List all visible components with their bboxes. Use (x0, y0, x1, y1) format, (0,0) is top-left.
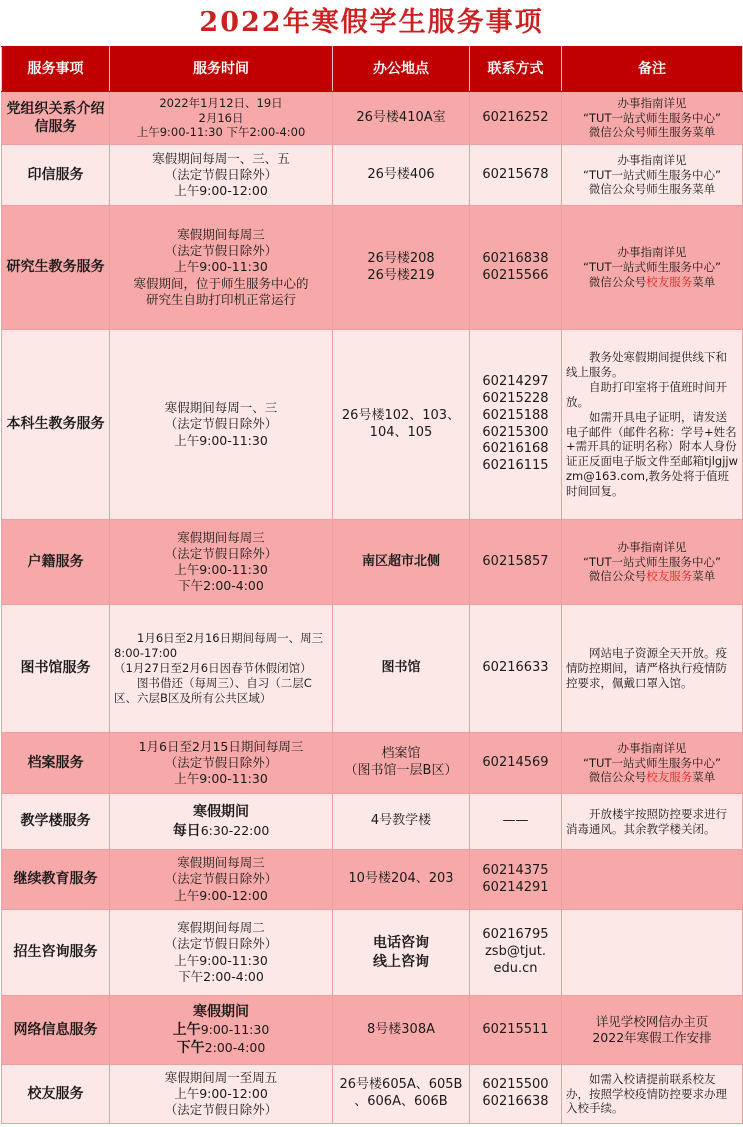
service-time: 寒假期间每周一、三 （法定节假日除外） 上午9:00-11:30 (110, 330, 333, 520)
service-contact: 60215678 (470, 145, 562, 206)
table-row (2, 520, 743, 605)
highlight-text: 校友服务 (646, 274, 693, 289)
service-time: 1月6日至2月15日期间每周三 （法定节假日除外） 上午9:00-11:30 (110, 733, 333, 794)
service-name: 网络信息服务 (2, 996, 110, 1065)
service-contact: 60216795 zsb@tjut. edu.cn (470, 910, 562, 996)
service-note: 办事指南详见 “TUT一站式师生服务中心” 微信公众号师生服务菜单 (562, 92, 743, 145)
service-time: 寒假期间每周一、三、五 （法定节假日除外） 上午9:00-12:00 (110, 145, 333, 206)
service-note (562, 910, 743, 996)
table-row (2, 1065, 743, 1124)
service-note: 办事指南详见 “TUT一站式师生服务中心” 微信公众号校友服务菜单 (562, 206, 743, 330)
service-name: 本科生教务服务 (2, 330, 110, 520)
service-note: 教务处寒假期间提供线下和线上服务。 自助打印室将于值班时间开放。 如需开具电子证明，请发送电子邮件（邮件名称：学号+姓名+需开具的证明名称）附本人身份证正反面电子版文件至邮箱tjlgjjwzm@163.com,教务处将于值班时间回复。 (562, 330, 743, 520)
service-name: 校友服务 (2, 1065, 110, 1124)
service-note: 网站电子资源全天开放。疫情防控期间，请严格执行疫情防控要求，佩戴口罩入馆。 (562, 605, 743, 733)
service-place: 26号楼102、103、 104、105 (333, 330, 470, 520)
service-time: 2022年1月12日、19日 2月16日 上午9:00-11:30 下午2:00-4:00 (110, 92, 333, 145)
service-place: 4号教学楼 (333, 794, 470, 850)
service-contact: 60215857 (470, 520, 562, 605)
service-time: 寒假期间每周三 （法定节假日除外） 上午9:00-11:30 寒假期间，位于师生服务中心的 研究生自助打印机正常运行 (110, 206, 333, 330)
table-row (2, 733, 743, 794)
service-contact: —— (470, 794, 562, 850)
service-time: 寒假期间每周二 （法定节假日除外） 上午9:00-11:30 下午2:00-4:00 (110, 910, 333, 996)
service-name: 印信服务 (2, 145, 110, 206)
service-place: 26号楼406 (333, 145, 470, 206)
column-header-time: 服务时间 (110, 47, 333, 92)
column-header-note: 备注 (562, 47, 743, 92)
service-contact: 60214375 60214291 (470, 850, 562, 910)
service-place: 26号楼208 26号楼219 (333, 206, 470, 330)
page-title: 2022年寒假学生服务事项 (199, 7, 544, 38)
service-note: 办事指南详见 “TUT一站式师生服务中心” 微信公众号校友服务菜单 (562, 733, 743, 794)
service-time: 1月6日至2月16日期间每周一、周三 8:00-17:00 （1月27日至2月6日因春节休假闭馆） 图书借还（每周三）、自习（二层C区、六层B区及所有公共区域） (110, 605, 333, 733)
service-name: 户籍服务 (2, 520, 110, 605)
service-time: 寒假期间每周三 （法定节假日除外） 上午9:00-12:00 (110, 850, 333, 910)
service-place: 8号楼308A (333, 996, 470, 1065)
table-row (2, 794, 743, 850)
service-contact: 60216633 (470, 605, 562, 733)
service-note: 如需入校请提前联系校友办，按照学校疫情防控要求办理入校手续。 (562, 1065, 743, 1124)
service-note (562, 850, 743, 910)
service-note: 办事指南详见 “TUT一站式师生服务中心” 微信公众号校友服务菜单 (562, 520, 743, 605)
service-contact: 60215511 (470, 996, 562, 1065)
service-place: 南区超市北侧 (333, 520, 470, 605)
service-name: 教学楼服务 (2, 794, 110, 850)
table-row (2, 330, 743, 520)
service-note: 开放楼宇按照防控要求进行消毒通风。其余教学楼关闭。 (562, 794, 743, 850)
highlight-text: 校友服务 (646, 569, 693, 584)
table-row (2, 92, 743, 145)
table-header-row (2, 47, 743, 92)
table-row (2, 850, 743, 910)
table-row (2, 996, 743, 1065)
table-row (2, 910, 743, 996)
service-time: 寒假期间每周三 （法定节假日除外） 上午9:00-11:30 下午2:00-4:00 (110, 520, 333, 605)
service-table (1, 46, 743, 1124)
service-place: 26号楼605A、605B 、606A、606B (333, 1065, 470, 1124)
service-name: 继续教育服务 (2, 850, 110, 910)
service-note: 详见学校网信办主页 2022年寒假工作安排 (562, 996, 743, 1065)
service-place: 26号楼410A室 (333, 92, 470, 145)
service-contact: 60216252 (470, 92, 562, 145)
service-contact: 60216838 60215566 (470, 206, 562, 330)
service-time: 寒假期间周一至周五 上午9:00-12:00 （法定节假日除外） (110, 1065, 333, 1124)
service-contact: 60215500 60216638 (470, 1065, 562, 1124)
service-name: 党组织关系介绍信服务 (2, 92, 110, 145)
highlight-text: 校友服务 (646, 770, 693, 785)
service-name: 图书馆服务 (2, 605, 110, 733)
column-header-service: 服务事项 (2, 47, 110, 92)
service-name: 研究生教务服务 (2, 206, 110, 330)
service-name: 档案服务 (2, 733, 110, 794)
service-place: 电话咨询 线上咨询 (333, 910, 470, 996)
service-place: 档案馆 （图书馆一层B区） (333, 733, 470, 794)
column-header-contact: 联系方式 (470, 47, 562, 92)
column-header-place: 办公地点 (333, 47, 470, 92)
service-place: 10号楼204、203 (333, 850, 470, 910)
service-name: 招生咨询服务 (2, 910, 110, 996)
table-row (2, 206, 743, 330)
service-contact: 60214297 60215228 60215188 60215300 60216168 60216115 (470, 330, 562, 520)
service-contact: 60214569 (470, 733, 562, 794)
service-time: 寒假期间 上午9:00-11:30 下午2:00-4:00 (110, 996, 333, 1065)
table-row (2, 605, 743, 733)
service-place: 图书馆 (333, 605, 470, 733)
service-time: 寒假期间 每日6:30-22:00 (110, 794, 333, 850)
table-row (2, 145, 743, 206)
service-note: 办事指南详见 “TUT一站式师生服务中心” 微信公众号师生服务菜单 (562, 145, 743, 206)
